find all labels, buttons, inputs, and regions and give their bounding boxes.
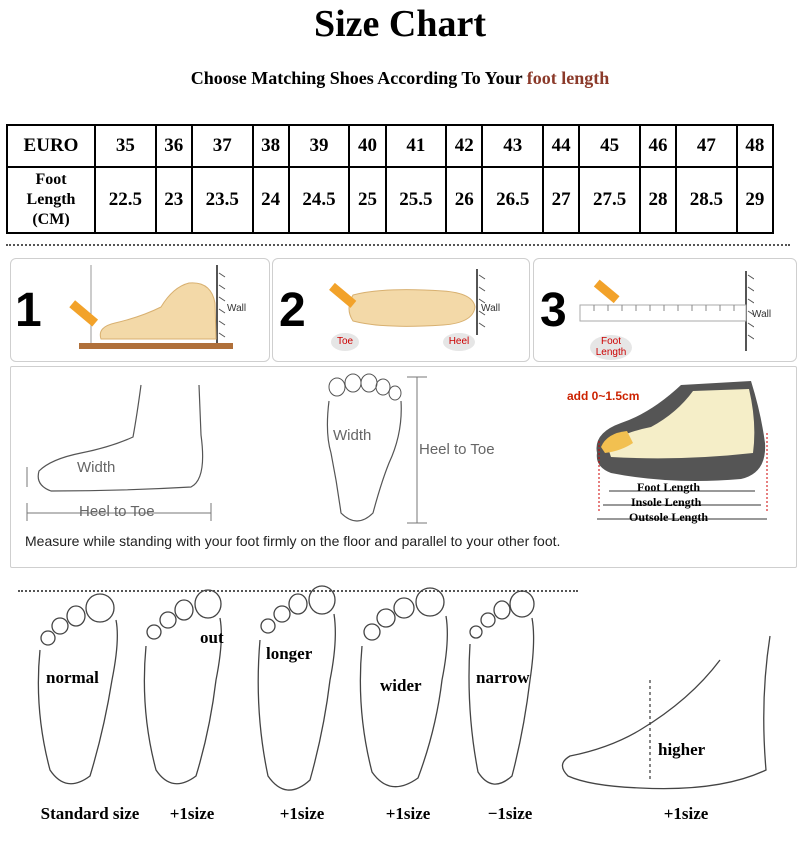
euro-row [7,125,773,167]
foot-length-header [7,167,95,233]
euro-size-cell: 40 [349,125,385,167]
foot-type-label: normal [46,668,99,687]
heel-label: Heel [443,333,475,351]
foot-length-header-line: (CM) [32,211,70,228]
out-foot-outline [144,590,221,784]
outsole-length-label: Outsole Length [629,510,709,524]
euro-size-cell: 47 [676,125,737,167]
step-1-panel [10,258,270,362]
euro-size-cell: 39 [289,125,350,167]
tag-line: Foot [600,336,621,347]
euro-size-cell: 45 [579,125,640,167]
foot-length-cell: 29 [737,167,773,233]
foot-type-label: out [200,628,224,647]
foot-length-cell: 25 [349,167,385,233]
euro-size-cell: 46 [640,125,676,167]
foot-length-cell: 22.5 [95,167,156,233]
foot-type-label: wider [380,676,422,695]
size-table [6,124,774,234]
width-label: Width [333,427,372,444]
divider [6,244,790,246]
measure-panel [10,366,797,568]
foot-type-caption: +1size [279,804,325,823]
foot-type-label: narrow [476,668,530,687]
foot-length-label: Foot Length [637,480,700,494]
width-label: Width [77,459,116,476]
foot-type-label: higher [658,740,706,759]
foot-length-cell: 24.5 [289,167,350,233]
foot-length-cell: 24 [253,167,289,233]
foot-length-tag [590,335,632,360]
foot-length-cell: 26 [446,167,482,233]
foot-length-row [7,167,773,233]
heel-to-toe-label: Heel to Toe [419,441,495,458]
subtitle-highlight: foot length [526,68,610,88]
euro-size-cell: 42 [446,125,482,167]
foot-type-label: longer [266,644,313,663]
foot-length-cell: 23.5 [192,167,253,233]
add-label: add 0~1.5cm [567,389,640,403]
foot-length-cell: 28 [640,167,676,233]
normal-foot-outline [38,594,117,784]
foot-length-cell: 28.5 [676,167,737,233]
foot-type-caption: +1size [663,804,709,823]
euro-size-cell: 48 [737,125,773,167]
subtitle [0,68,800,89]
measure-instruction: Measure while standing with your foot firmly on the floor and parallel to your other foot. [25,533,561,549]
page-title: Size Chart [313,3,487,45]
subtitle-text: Choose Matching Shoes According To Your [190,68,527,88]
foot-length-header-line: Foot [35,171,67,188]
step-number: 1 [15,284,42,337]
tag-line: Length [595,347,627,358]
foot-length-cell: 25.5 [386,167,447,233]
step-3-panel [533,258,797,362]
euro-size-cell: 43 [482,125,543,167]
foot-length-cell: 26.5 [482,167,543,233]
foot-type-caption: +1size [169,804,215,823]
foot-type-caption: +1size [385,804,431,823]
wall-label: Wall [227,303,247,314]
euro-size-cell: 41 [386,125,447,167]
euro-size-cell: 38 [253,125,289,167]
foot-length-cell: 23 [156,167,192,233]
step-2-panel [272,258,530,362]
longer-foot-outline [258,586,335,790]
euro-size-cell: 37 [192,125,253,167]
step-number: 3 [540,284,567,337]
foot-type-caption: Standard size [40,804,140,823]
insole-length-label: Insole Length [631,495,702,509]
heel-to-toe-label: Heel to Toe [79,503,155,520]
foot-length-header-line: Length [26,191,76,208]
euro-size-cell: 44 [543,125,579,167]
foot-type-caption: −1size [487,804,533,823]
euro-size-cell: 35 [95,125,156,167]
euro-header: EURO [7,125,95,167]
step-number: 2 [279,284,306,337]
wall-label: Wall [752,309,772,320]
wall-label: Wall [481,303,501,314]
foot-length-cell: 27.5 [579,167,640,233]
euro-size-cell: 36 [156,125,192,167]
high-instep-foot-outline [562,636,770,789]
foot-length-cell: 27 [543,167,579,233]
toe-label: Toe [331,333,359,351]
